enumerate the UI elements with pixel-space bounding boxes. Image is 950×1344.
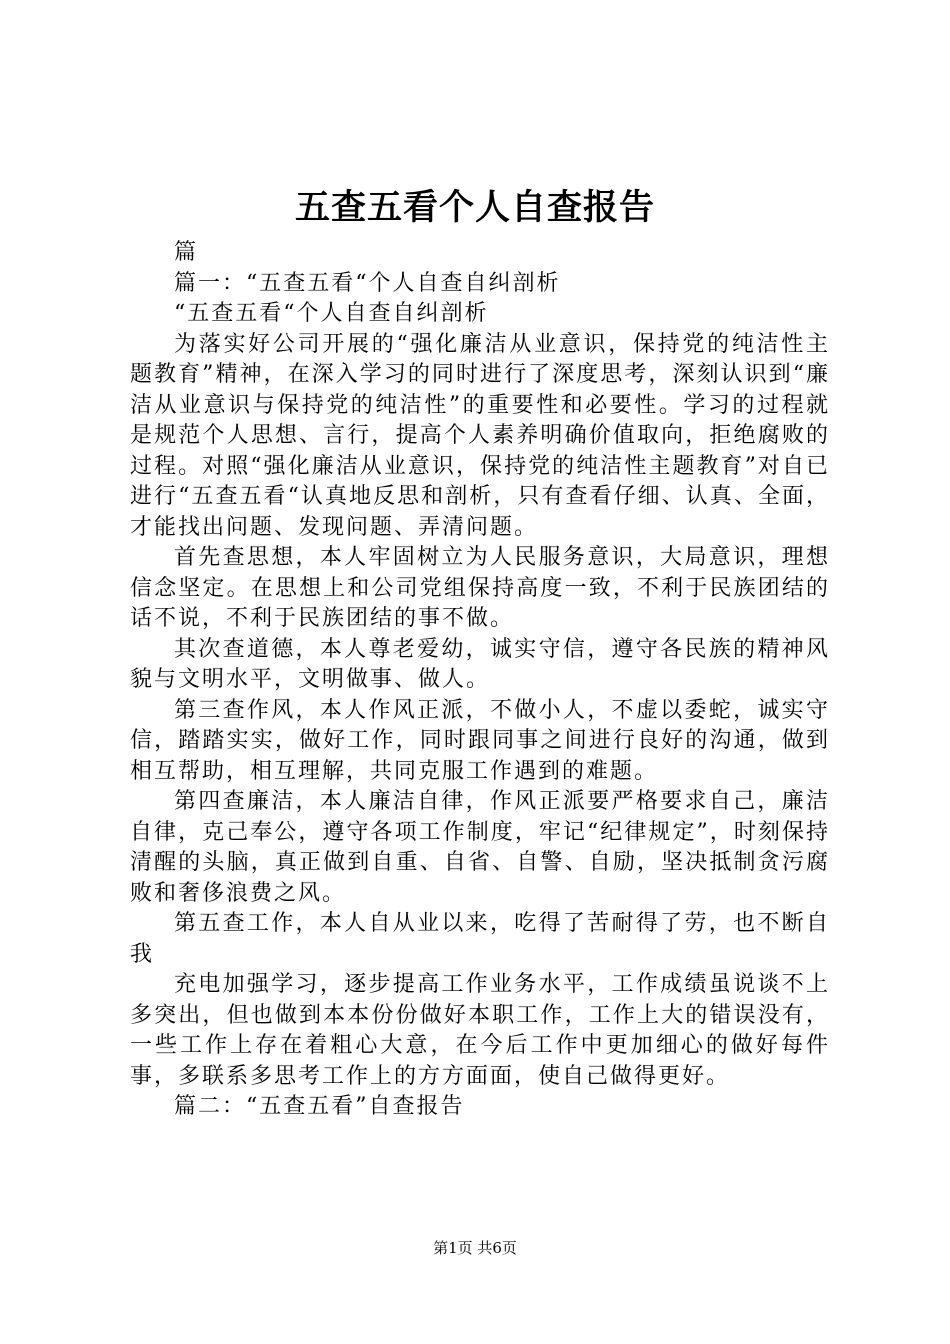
paragraph: 第四查廉洁，本人廉洁自律，作风正派要严格要求自己，廉洁自律，克己奉公，遵守各项工作制度，牢记“纪律规定”，时刻保持清醒的头脑，真正做到自重、自省、自警、自励，坚决抵制贪污腐败和奢侈浪费之风。 [130,789,830,906]
paragraph: 篇二：“五查五看”自查报告 [174,1094,465,1119]
document-title: 五查五看个人自查报告 [294,187,655,228]
paragraph: 充电加强学习，逐步提高工作业务水平，工作成绩虽说谈不上多突出，但也做到本本份份做好本职工作，工作上大的错误没有，一些工作上存在着粗心大意，在今后工作中更加细心的做好每件事，多联系多思考工作上的方方面面，使自己做得更好。 [130,972,830,1089]
paragraph: 篇一：“五查五看“个人自查自纠剖析 [174,270,561,296]
paragraph: 第五查工作，本人自从业以来，吃得了苦耐得了劳，也不断自我 [130,911,830,967]
document-body [130,238,830,1123]
paragraph: 首先查思想，本人牢固树立为人民服务意识，大局意识，理想信念坚定。在思想上和公司党组保持高度一致，不利于民族团结的话不说，不利于民族团结的事不做。 [130,545,830,631]
paragraph: 篇 [174,240,199,265]
page-footer: 第1页 共6页 [433,1239,517,1257]
paragraph: 其次查道德，本人尊老爱幼，诚实守信，遵守各民族的精神风貌与文明水平，文明做事、做人。 [130,636,830,692]
paragraph: 为落实好公司开展的“强化廉洁从业意识，保持党的纯洁性主题教育”精神，在深入学习的同时进行了深度思考，深刻认识到“廉洁从业意识与保持党的纯洁性”的重要性和必要性。学习的过程就是规范个人思想、言行，提高个人素养明确价值取向，拒绝腐败的过程。对照“强化廉洁从业意识，保持党的纯洁性主题教育”对自已进行“五查五看“认真地反思和剖析，只有查看仔细、认真、全面，才能找出问题、发现问题、弄清问题。 [130,331,830,540]
paragraph: 第三查作风，本人作风正派，不做小人，不虚以委蛇，诚实守信，踏踏实实，做好工作，同时跟同事之间进行良好的沟通，做到相互帮助，相互理解，共同克服工作遇到的难题。 [130,697,830,784]
paragraph: “五查五看“个人自查自纠剖析 [174,301,489,326]
